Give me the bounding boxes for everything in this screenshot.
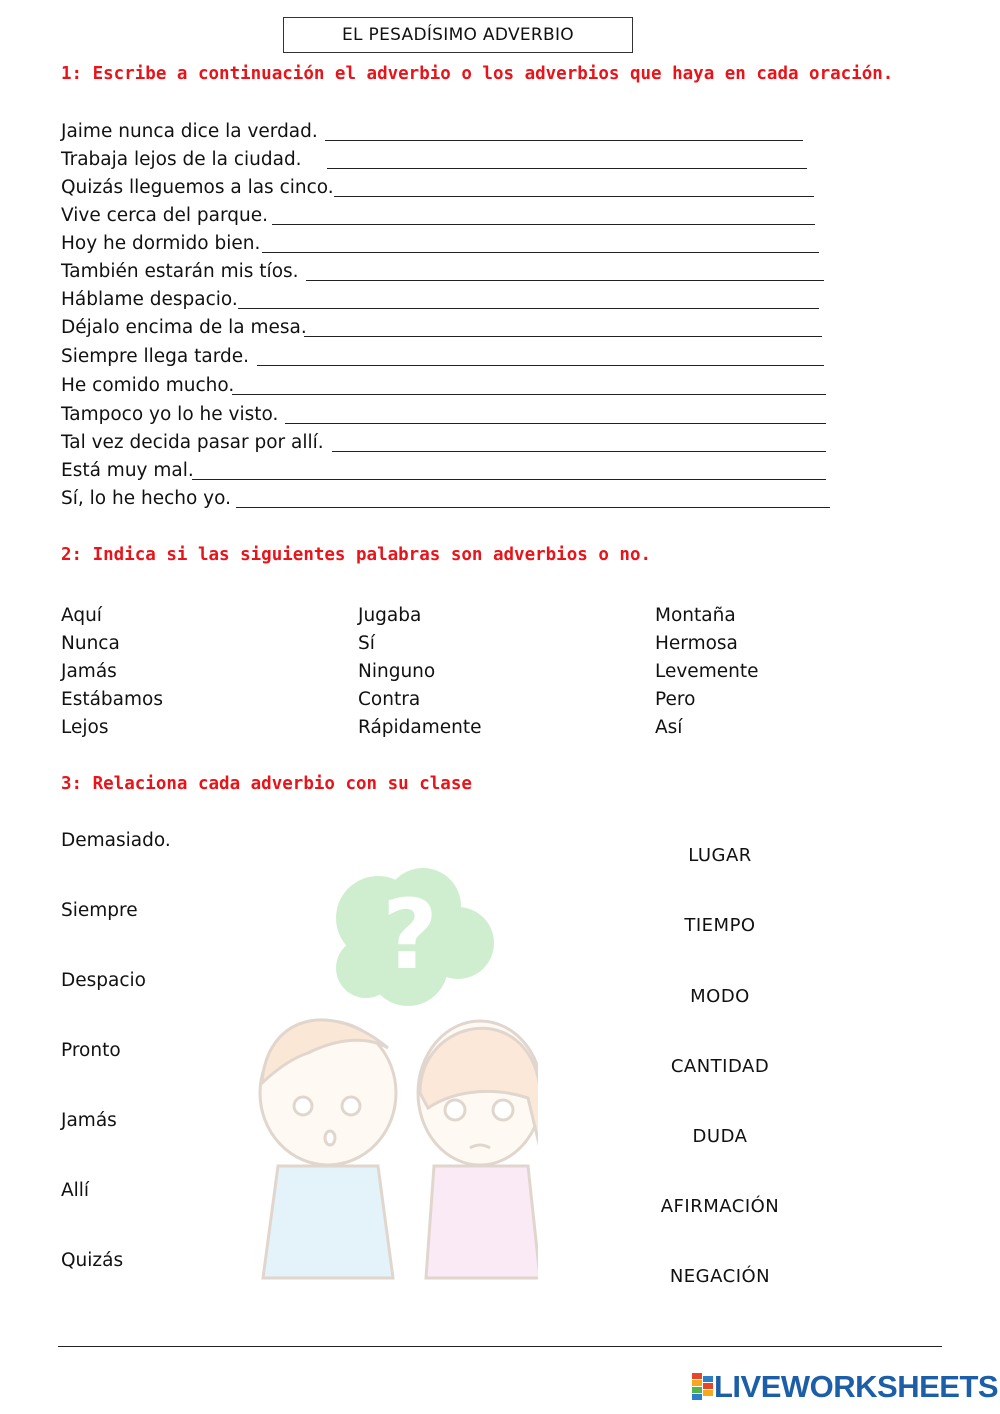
word-item[interactable]: Contra xyxy=(358,689,421,710)
section3-heading: 3: Relaciona cada adverbio con su clase xyxy=(61,774,472,794)
answer-line[interactable] xyxy=(272,204,815,225)
sentence-text: Tampoco yo lo he visto. xyxy=(61,404,279,425)
answer-line[interactable] xyxy=(306,260,824,281)
answer-line[interactable] xyxy=(236,487,830,508)
sentence-text: Hoy he dormido bien. xyxy=(61,233,261,254)
brand-tiles-icon xyxy=(692,1373,714,1401)
question-bubble-icon xyxy=(336,868,494,1006)
sentence-text: También estarán mis tíos. xyxy=(61,261,299,282)
answer-line[interactable] xyxy=(238,288,819,309)
sentence-row xyxy=(61,487,231,511)
sentence-row xyxy=(61,374,234,398)
class-item[interactable]: MODO xyxy=(690,986,750,1007)
adverb-item[interactable]: Quizás xyxy=(61,1250,124,1271)
word-item[interactable]: Pero xyxy=(655,689,696,710)
sentence-text: Tal vez decida pasar por allí. xyxy=(61,432,324,453)
class-item[interactable]: DUDA xyxy=(692,1126,748,1147)
boy-figure xyxy=(260,1020,396,1278)
word-item[interactable]: Ninguno xyxy=(358,661,436,682)
sentence-row xyxy=(61,204,268,228)
class-item[interactable]: AFIRMACIÓN xyxy=(660,1196,780,1217)
sentence-text: Jaime nunca dice la verdad. xyxy=(61,121,318,142)
sentence-text: Trabaja lejos de la ciudad. xyxy=(61,149,302,170)
word-item[interactable]: Estábamos xyxy=(61,689,163,710)
sentence-text: Sí, lo he hecho yo. xyxy=(61,488,231,509)
sentence-row xyxy=(61,176,334,200)
worksheet-title: EL PESADÍSIMO ADVERBIO xyxy=(283,17,633,53)
adverb-item[interactable]: Pronto xyxy=(61,1040,121,1061)
section1-heading: 1: Escribe a continuación el adverbio o los adverbios que haya en cada oración. xyxy=(61,64,894,84)
sentence-row xyxy=(61,232,260,256)
answer-line[interactable] xyxy=(325,120,803,141)
class-item[interactable]: LUGAR xyxy=(688,845,752,866)
answer-line[interactable] xyxy=(257,345,824,366)
girl-figure xyxy=(418,1021,538,1278)
sentence-row xyxy=(61,260,299,284)
adverb-item[interactable]: Despacio xyxy=(61,970,146,991)
sentence-text: Déjalo encima de la mesa. xyxy=(61,317,307,338)
adverb-item[interactable]: Jamás xyxy=(61,1110,117,1131)
answer-line[interactable] xyxy=(232,374,826,395)
sentence-row xyxy=(61,316,307,340)
answer-line[interactable] xyxy=(334,176,814,197)
word-item[interactable]: Lejos xyxy=(61,717,109,738)
section2-heading: 2: Indica si las siguientes palabras son adverbios o no. xyxy=(61,545,652,565)
word-item[interactable]: Levemente xyxy=(655,661,759,682)
sentence-row xyxy=(61,345,249,369)
sentence-text: Siempre llega tarde. xyxy=(61,346,249,367)
sentence-row xyxy=(61,148,302,172)
thinking-children-illustration xyxy=(248,848,538,1293)
class-item[interactable]: TIEMPO xyxy=(684,915,756,936)
sentence-text: Está muy mal. xyxy=(61,460,194,481)
answer-line[interactable] xyxy=(327,148,807,169)
word-item[interactable]: Sí xyxy=(358,633,375,654)
sentence-text: Quizás lleguemos a las cinco. xyxy=(61,177,334,198)
sentence-row xyxy=(61,120,318,144)
sentence-row xyxy=(61,431,324,455)
svg-text:?: ? xyxy=(382,879,438,991)
class-item[interactable]: NEGACIÓN xyxy=(669,1266,771,1287)
word-item[interactable]: Nunca xyxy=(61,633,120,654)
adverb-item[interactable]: Demasiado. xyxy=(61,830,171,851)
word-item[interactable]: Jugaba xyxy=(358,605,422,626)
liveworksheets-logo[interactable] xyxy=(692,1370,998,1404)
word-item[interactable]: Jamás xyxy=(61,661,117,682)
word-item[interactable]: Rápidamente xyxy=(358,717,482,738)
class-item[interactable]: CANTIDAD xyxy=(670,1056,770,1077)
answer-line[interactable] xyxy=(192,459,826,480)
brand-name: LIVEWORKSHEETS xyxy=(714,1369,999,1404)
sentence-text: Háblame despacio. xyxy=(61,289,238,310)
word-item[interactable]: Montaña xyxy=(655,605,736,626)
adverb-item[interactable]: Siempre xyxy=(61,900,138,921)
sentence-text: Vive cerca del parque. xyxy=(61,205,268,226)
sentence-row xyxy=(61,403,278,427)
word-item[interactable]: Hermosa xyxy=(655,633,738,654)
word-item[interactable]: Aquí xyxy=(61,605,102,626)
word-item[interactable]: Así xyxy=(655,717,683,738)
answer-line[interactable] xyxy=(262,232,819,253)
sentence-row xyxy=(61,288,238,312)
footer-divider xyxy=(58,1346,942,1347)
answer-line[interactable] xyxy=(332,431,826,452)
answer-line[interactable] xyxy=(304,316,822,337)
sentence-text: He comido mucho. xyxy=(61,375,235,396)
adverb-item[interactable]: Allí xyxy=(61,1180,90,1201)
sentence-row xyxy=(61,459,194,483)
answer-line[interactable] xyxy=(285,403,826,424)
